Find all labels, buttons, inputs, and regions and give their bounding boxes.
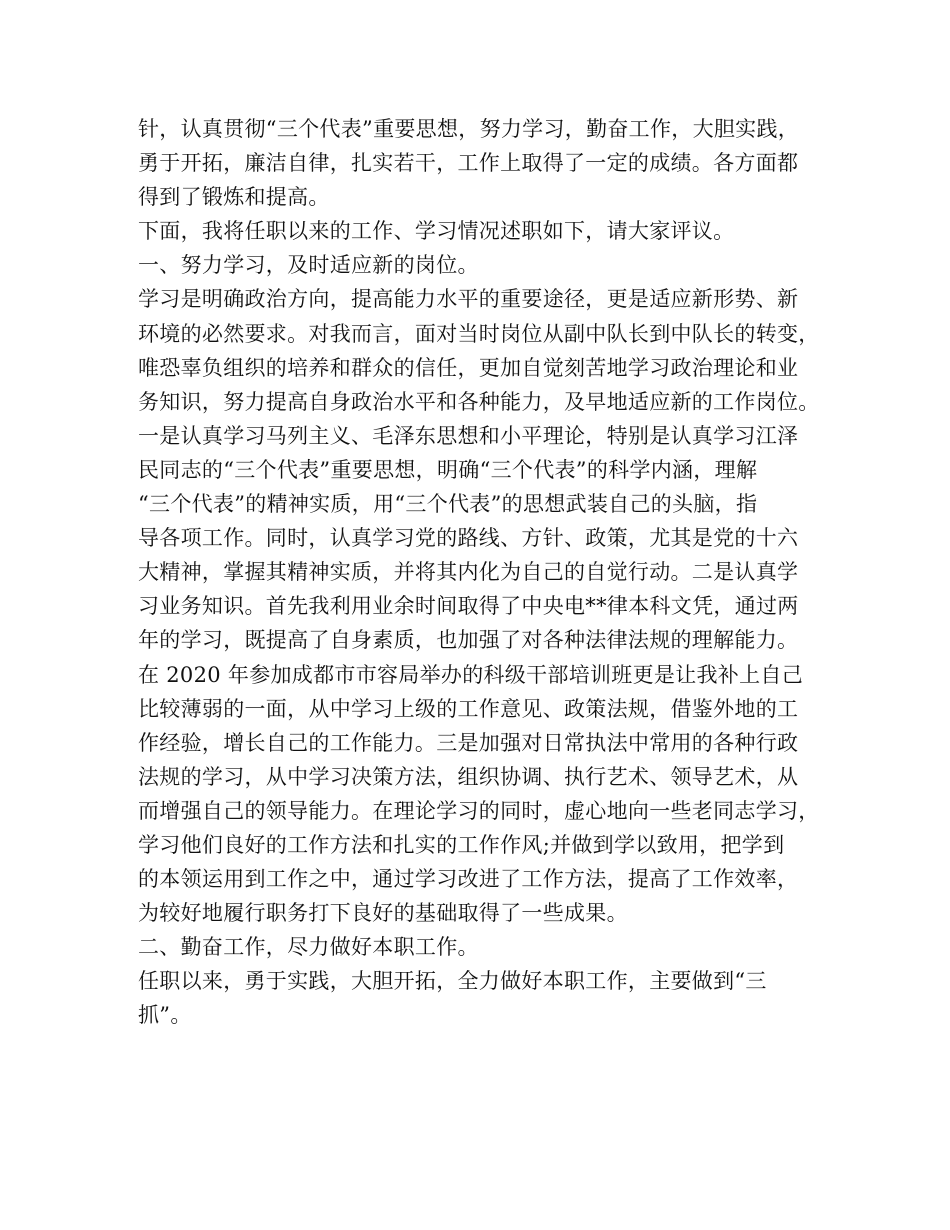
text-line: 作经验，增长自己的工作能力。三是加强对日常执法中常用的各种行政: [138, 730, 799, 755]
text-line: 学习是明确政治方向，提高能力水平的重要途径，更是适应新形势、新: [138, 287, 799, 312]
text-line: 得到了锻炼和提高。: [138, 185, 330, 210]
text-line: 下面，我将任职以来的工作、学习情况述职如下，请大家评议。: [138, 219, 735, 244]
section-heading: 一、努力学习，及时适应新的岗位。: [138, 253, 479, 278]
text-line: 导各项工作。同时，认真学习党的路线、方针、政策，尤其是党的十六: [138, 526, 799, 551]
text-line: 在 2020 年参加成都市市容局举办的科级干部培训班更是让我补上自己: [138, 662, 803, 687]
text-line: 民同志的“三个代表”重要思想，明确“三个代表”的科学内涵，理解: [138, 457, 758, 482]
text-line: 比较薄弱的一面，从中学习上级的工作意见、政策法规，借鉴外地的工: [138, 696, 799, 721]
text-line: 习业务知识。首先我利用业余时间取得了中央电**律本科文凭，通过两: [138, 594, 799, 619]
text-line: 而增强自己的领导能力。在理论学习的同时，虚心地向一些老同志学习，: [138, 798, 820, 823]
text-line: 年的学习，既提高了自身素质，也加强了对各种法律法规的理解能力。: [138, 628, 799, 653]
text-line: 抓”。: [138, 1003, 192, 1028]
text-line: 环境的必然要求。对我而言，面对当时岗位从副中队长到中队长的转变，: [138, 321, 820, 346]
text-line: 务知识，努力提高自身政治水平和各种能力，及早地适应新的工作岗位。: [138, 389, 820, 414]
text-line: 勇于开拓，廉洁自律，扎实若干，工作上取得了一定的成绩。各方面都: [138, 151, 799, 176]
document-body: [138, 112, 828, 1033]
text-line: 学习他们良好的工作方法和扎实的工作作风;并做到学以致用，把学到: [138, 832, 785, 857]
text-line: 为较好地履行职务打下良好的基础取得了一些成果。: [138, 901, 628, 926]
section-heading: 二、勤奋工作，尽力做好本职工作。: [138, 935, 479, 960]
text-line: 的本领运用到工作之中，通过学习改进了工作方法，提高了工作效率，: [138, 867, 799, 892]
text-line: 大精神，掌握其精神实质，并将其内化为自己的自觉行动。二是认真学: [138, 560, 799, 585]
text-line: 任职以来，勇于实践，大胆开拓，全力做好本职工作，主要做到“三: [138, 969, 767, 994]
text-line: 一是认真学习马列主义、毛泽东思想和小平理论，特别是认真学习江泽: [138, 423, 799, 448]
text-line: “三个代表”的精神实质，用“三个代表”的思想武装自己的头脑，指: [138, 492, 758, 517]
text-line: 唯恐辜负组织的培养和群众的信任，更加自觉刻苦地学习政治理论和业: [138, 355, 799, 380]
text-line: 法规的学习，从中学习决策方法，组织协调、执行艺术、领导艺术，从: [138, 764, 799, 789]
text-line: 针，认真贯彻“三个代表”重要思想，努力学习，勤奋工作，大胆实践，: [138, 117, 800, 141]
